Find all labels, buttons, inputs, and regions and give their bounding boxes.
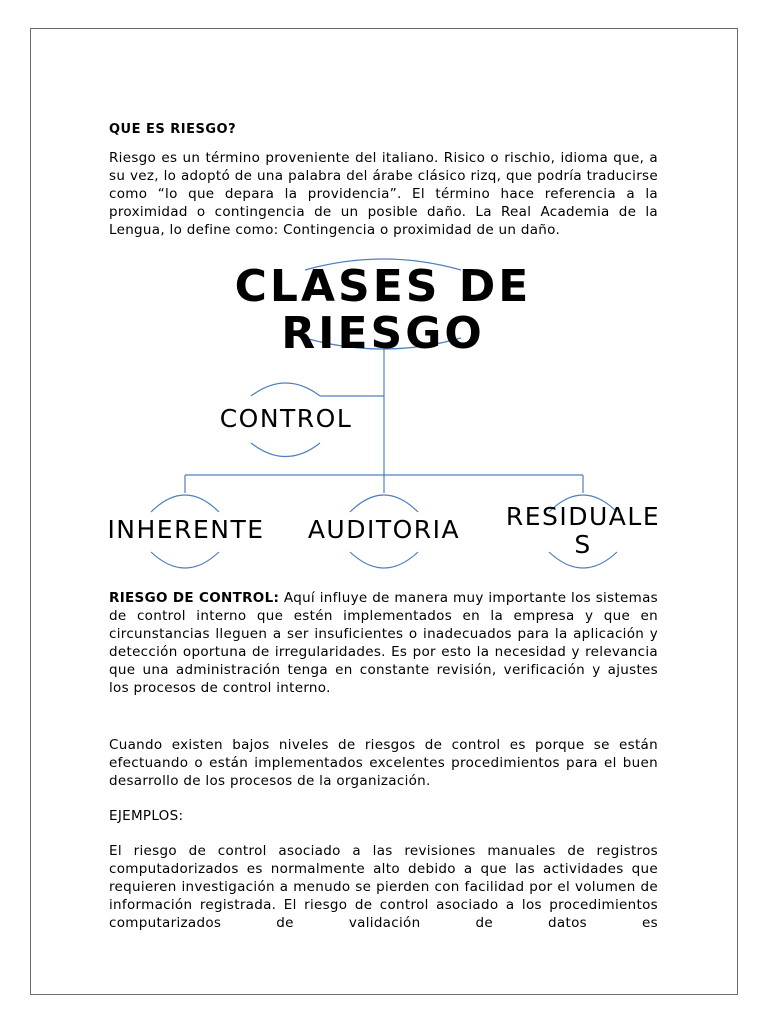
paragraph-3: El riesgo de control asociado a las revisiones manuales de registros computadorizados es normalmente alto debido a que las actividades que requieren investigación a menudo se pierden con facilidad por el volumen de información registrada. El riesgo de control asociado a los procedimientos computarizados de validación de datos es	[109, 843, 658, 931]
paragraph-2: Cuando existen bajos niveles de riesgos de control es porque se están efectuando o están implementados excelentes procedimientos para el buen desarrollo de los procesos de la organización.	[109, 737, 658, 789]
node-auditoria: AUDITORIA	[307, 515, 461, 544]
node-control: CONTROL	[219, 404, 353, 433]
auditoria-top-arc	[350, 495, 418, 512]
control-section-text: Aquí influye de manera muy importante los sistemas de control interno que estén implementados en la empresa y que en circunstancias lleguen a ser insuficientes o inadecuados para la aplicación y detección oportuna de irregularidades. Es por esto la necesidad y relevancia que una administración tenga en constante revisión, verificación y ajustes los procesos de control interno.	[109, 590, 659, 696]
control-bottom-arc	[251, 443, 320, 457]
auditoria-bottom-arc	[350, 552, 418, 568]
node-inherente: INHERENTE	[107, 515, 265, 544]
intro-heading: QUE ES RIESGO?	[109, 122, 237, 137]
node-residuales: RESIDUALES	[505, 502, 661, 559]
inherente-bottom-arc	[151, 552, 219, 568]
intro-paragraph: Riesgo es un término proveniente del italiano. Risico o rischio, idioma que, a su vez, lo adoptó de una palabra del árabe clásico rizq, que podría traducirse como “lo que depara la providencia”. El término hace referencia a la proximidad o contingencia de un posible daño. La Real Academia de la Lengua, lo define como: Contingencia o proximidad de un daño.	[109, 150, 658, 238]
control-section-paragraph	[109, 589, 658, 697]
diagram-title: CLASES DE RIESGO	[234, 261, 532, 359]
inherente-top-arc	[151, 495, 219, 512]
ejemplos-label: EJEMPLOS:	[109, 808, 184, 824]
control-section-label: RIESGO DE CONTROL:	[109, 590, 280, 606]
control-top-arc	[251, 383, 320, 396]
